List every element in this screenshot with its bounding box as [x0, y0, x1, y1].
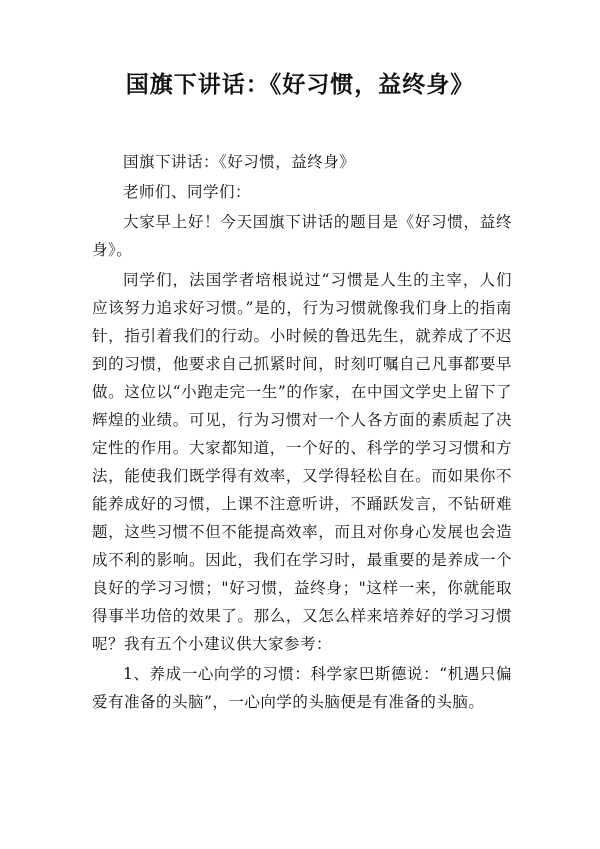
salutation-paragraph: 老师们、同学们： — [123, 183, 252, 201]
main-paragraph: 同学们，法国学者培根说过“习惯是人生的主宰，人们应该努力追求好习惯。”是的，行为习惯就像我们身上的指南针，指引着我们的行动。小时候的鲁迅先生，就养成了不迟到的习惯，他要求自己抓紧时间，时刻叮嘱自己凡事都要早做。这位以“小跑走完一生”的作家，在中国文学史上留下了辉煌的业绩。可见，行为习惯对一个人各方面的素质起了决定性的作用。大家都知道，一个好的、科学的学习习惯和方法，能使我们既学得有效率，又学得轻松自在。而如果你不能养成好的习惯，上课不注意听讲，不踊跃发言，不钻研难题，这些习惯不但不能提高效率，而且对你身心发展也会造成不利的影响。因此，我们在学习时，最重要的是养成一个良好的学习习惯；"好习惯，益终身；"这样一来，你就能取得事半功倍的效果了。那么，又怎么样来培养好的学习习惯呢？我有五个小建议供大家参考： — [92, 271, 512, 653]
document-body — [92, 148, 512, 718]
subtitle-paragraph: 国旗下讲话：《好习惯，益终身》 — [123, 153, 356, 171]
greeting-paragraph: 大家早上好！今天国旗下讲话的题目是《好习惯，益终身》。 — [92, 213, 512, 259]
suggestion-paragraph: 1、养成一心向学的习惯：科学家巴斯德说：“机遇只偏爱有准备的头脑”，一心向学的头脑便是有准备的头脑。 — [92, 665, 512, 711]
document-title: 国旗下讲话：《好习惯，益终身》 — [125, 71, 475, 98]
